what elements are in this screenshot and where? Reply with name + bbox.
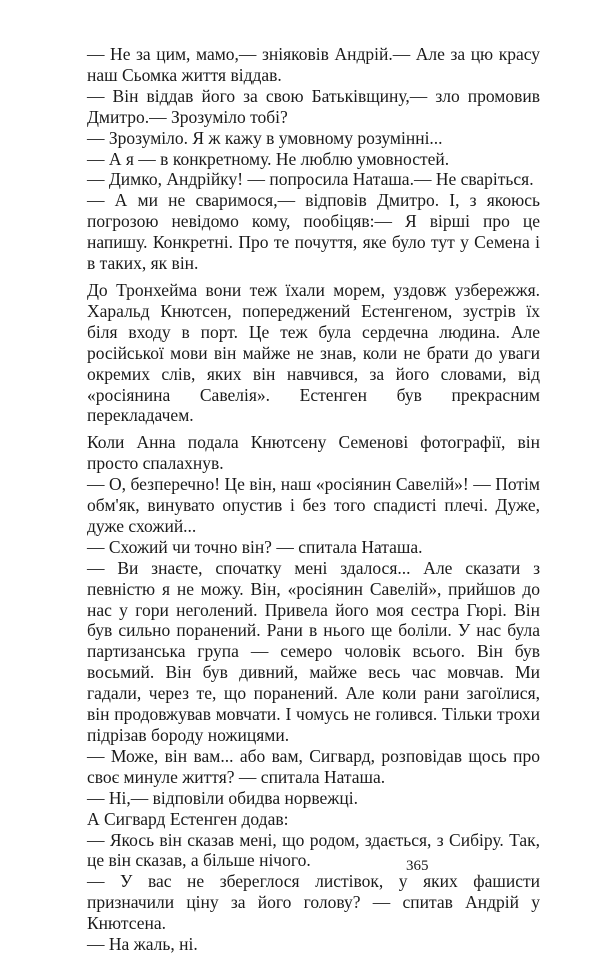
paragraph-17: — На жаль, ні. [87,934,198,955]
paragraph-1: — Не за цим, мамо,— зніяковів Андрій.— Але за цю красу наш Сьомка життя віддав. [87,44,540,85]
paragraph-14: А Сигвард Естенген додав: [87,808,289,829]
page-text [87,44,540,955]
page-number: 365 [406,858,429,874]
paragraph-5: — Димко, Андрійку! — попросила Наташа.— Не сваріться. [87,169,534,190]
paragraph-8: Коли Анна подала Кнютсену Семенові фотографії, він просто спалахнув. [87,432,540,474]
paragraph-3: — Зрозуміло. Я ж кажу в умовному розумінні... [87,127,443,148]
paragraph-4: — А я — в конкретному. Не люблю умовностей. [87,148,450,169]
paragraph-9: — О, безперечно! Це він, наш «росіянин Савелій»! — Потім обм'як, винувато опустив і без того спадисті плечі. Дуже, дуже схожий... [87,474,540,536]
paragraph-10: — Схожий чи точно він? — спитала Наташа. [87,536,423,557]
paragraph-15: — Якось він сказав мені, що родом, здається, з Сибіру. Так, це він сказав, а більше нічого. [87,829,540,871]
paragraph-7: До Тронхейма вони теж їхали морем, уздовж узбережжя. Харальд Кнютсен, попереджений Естенгеном, зустрів їх біля входу в порт. Це теж була сердечна людина. Але російської мови він майже не знав, коли не брати до уваги окремих слів, яких він навчився, за його словами, від «росіянина Савелія». Естенген був прекрасним перекладачем. [87,279,540,426]
paragraph-2: — Він віддав його за свою Батьківщину,— зло промовив Дмитро.— Зрозуміло тобі? [87,85,540,127]
paragraph-6: — А ми не сваримося,— відповів Дмитро. І, з якоюсь погрозою невідомо кому, пообіцяв:— Я вірші про це напишу. Конкретні. Про те почуття, яке було тут у Семена і в таких, як він. [87,190,540,274]
paragraph-11: — Ви знаєте, спочатку мені здалося... Але сказати з певністю я не можу. Він, «росіянин Савелій», прийшов до нас у гори неголений. Привела його моя сестра Гюрі. Він був сильно поранений. Рани в нього ще боліли. У нас була партизанська група — семеро чоловік всього. Він був восьмий. Він був дивний, майже весь час мовчав. Ми гадали, через те, що поранений. Але коли рани загоїлися, він продовжував мовчати. І чомусь не голився. Тільки трохи підрізав бороду ножицями. [87,557,540,745]
paragraph-12: — Може, він вам... або вам, Сигвард, розповідав щось про своє минуле життя? — спитала Наташа. [87,745,540,787]
paragraph-13: — Ні,— відповіли обидва норвежці. [87,787,358,808]
paragraph-16: — У вас не збереглося листівок, у яких фашисти призначили ціну за його голову? — спитав Андрій у Кнютсена. [87,871,540,934]
